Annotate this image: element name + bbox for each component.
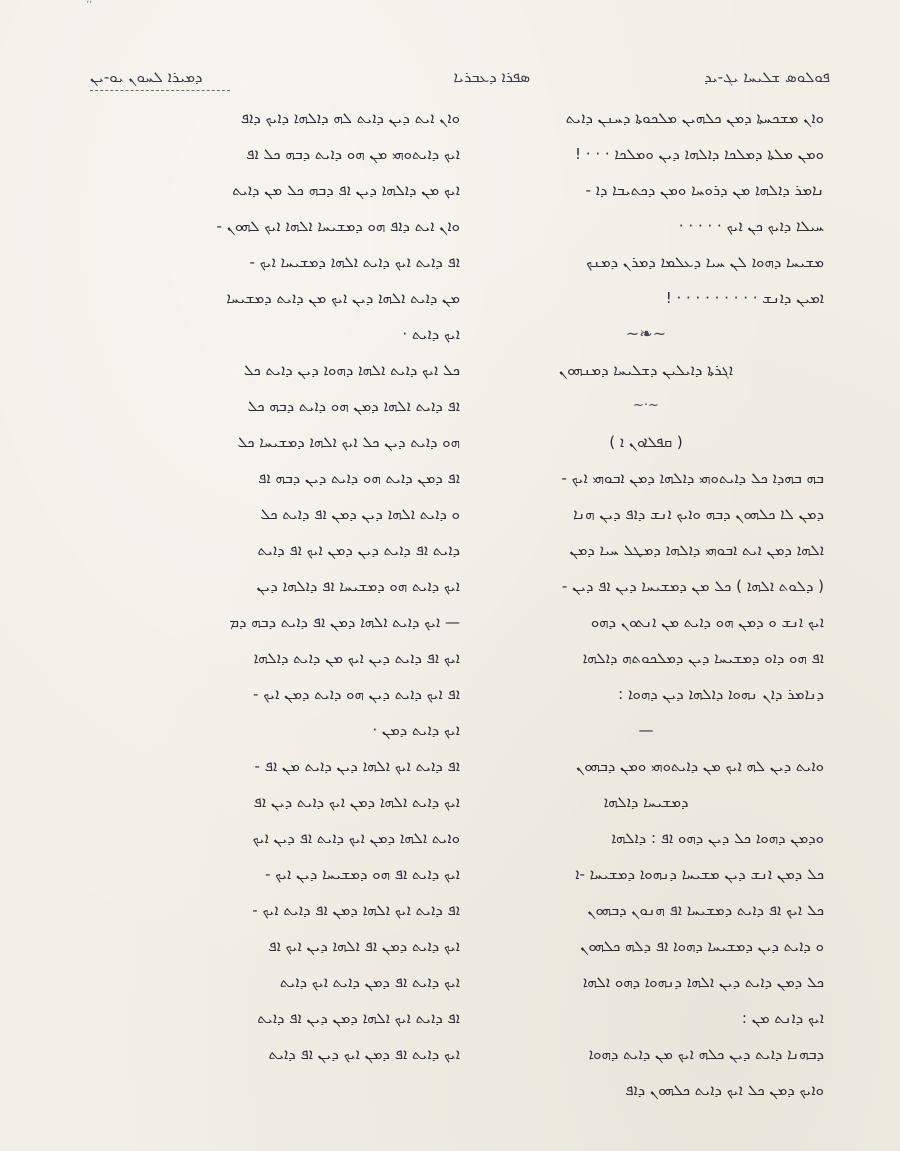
text-line: ܐܝܟ ܕܐܝܬ ܐܦ ܗܘ ܕܡܫܝܚܐ ܕܝܢ ܐܝܟ - xyxy=(264,865,460,883)
header-rule xyxy=(90,90,230,91)
text-line: ܐܦ ܕܐܝܬ ܐܝܟ ܐܠܗܐ ܕܡܢ ܕܝܢ ܐܦ ܕܐܝܬ xyxy=(257,1009,460,1027)
text-line: ܐܝܟ ܐܢܫ ܘ ܕܡܢ ܗܘ ܕܐܝܬ ܡܢ ܐܢܬܘܢ ܕܗܘ xyxy=(590,613,824,631)
text-line: ܘܐܝܬ ܕܝܢ ܠܗ ܐܝܟ ܡܢ ܕܐܝܬܘܗܝ ܘܡܢ ܕܒܗܘܢ xyxy=(576,757,824,775)
section-ornament: ~❧~ xyxy=(625,324,667,343)
running-header xyxy=(90,62,830,90)
text-line: ܕܡܢ ܠܐ ܟܠܗܘܢ ܕܒܗ ܘܐܝܟ ܐܢܫ ܕܐܦ ܕܝܢ ܗܢܐ xyxy=(573,505,824,523)
text-line: ܐܦ ܕܐܝܬ ܐܠܗܐ ܕܡܢ ܗܘ ܕܐܝܬ ܕܒܗ ܟܠ xyxy=(247,397,460,415)
text-line: ܐܝܟ ܕܐܝܬ ܕܡܢ · xyxy=(372,721,460,739)
text-line: ܐܦ ܕܐܝܬ ܐܝܟ ܐܠܗܐ ܕܝܢ ܕܐܝܬ ܡܢ ܐܦ - xyxy=(254,757,460,775)
text-line: ܐܦ ܗܘ ܕܐܘ ܕܡܫܝܚܐ ܕܝܢ ܕܡܠܟܘܬܗ ܕܐܠܗܐ xyxy=(582,649,824,667)
text-line: ( ܕܠܘܬ ܐܠܗܐ ) ܟܠ ܡܢ ܕܡܫܝܚܐ ܕܝܢ ܐܦ ܕܝܢ - xyxy=(561,577,824,595)
text-line: ܗܘ ܕܐܝܬ ܕܝܢ ܟܠ ܐܝܟ ܐܠܗܐ ܕܡܫܝܚܐ ܟܠ xyxy=(237,433,460,451)
text-line: ܘܕܡܢ ܕܗܘܐ ܟܠ ܕܝܢ ܕܗܘ ܐܦ : ܕܐܠܗܐ xyxy=(611,829,824,847)
text-line: ܘܐܢ ܐܝܬ ܕܐܦ ܗܘ ܕܡܫܝܚܐ ܐܠܗܐ ܐܝܟ ܠܗܘܢ - xyxy=(216,217,460,235)
right-column xyxy=(468,100,824,1108)
text-line: ܐܠܗܐ ܕܡܢ ܐܝܬ ܐܒܘܗܝ ܕܐܠܗܐ ܕܡܛܠ ܚܝܐ ܕܡܢ xyxy=(569,541,824,559)
text-line: ܟܠ ܐܝܟ ܐܦ ܕܐܝܬ ܕܡܫܝܚܐ ܐܦ ܗܢܘܢ ܕܒܗܘܢ xyxy=(587,901,824,919)
text-line: ܒܗ ܒܗܕܐ ܟܠ ܕܐܝܬܘܗܝ ܕܐܠܗܐ ܕܡܢ ܐܒܘܗܝ ܐܝܟ - xyxy=(561,469,824,487)
corner-mark: ٬٬ xyxy=(86,0,93,11)
text-line: ܐܝܟ ܕܐܝܬ ܕܡܢ ܐܦ ܐܠܗܐ ܕܝܢ ܐܝܟ ܐܦ xyxy=(268,937,460,955)
text-line: ܐܦ ܐܝܟ ܕܐܝܬ ܕܝܢ ܗܘ ܕܐܝܬ ܕܡܢ ܐܝܟ - xyxy=(253,685,460,703)
text-line: ܟܠ ܕܡܢ ܐܢܫ ܕܝܢ ܡܫܝܚܐ ܕܢܗܘܐ ܕܡܫܝܚܐ -ܐ xyxy=(575,865,824,883)
section-divider: — xyxy=(638,721,654,739)
text-line: ܘܐܝܬ ܐܠܗܐ ܕܡܢ ܐܝܟ ܕܐܝܬ ܐܦ ܕܝܢ ܐܝܟ xyxy=(252,829,460,847)
left-column xyxy=(96,100,460,1072)
text-line: ܕܡܫܝܚܐ ܕܐܠܗܐ xyxy=(603,793,689,811)
text-line: ܚܝܠܐ ܕܐܝܟ ܟܢ ܐܝܟ · · · · · xyxy=(678,217,824,235)
text-line: ܘܡܢ ܡܠܬܐ ܕܡܠܟܐ ܕܐܠܗܐ ܕܝܢ ܘܡܠܟܐ · · · ! xyxy=(575,145,824,163)
text-line: ܘܐܢ ܡܫܟܚܬܐ ܕܡܢ ܟܠܗܝܢ ܡܠܟܘܬܐ ܕܚܢܢ ܕܐܝܬ xyxy=(565,109,824,127)
text-line: ܡܢ ܕܐܝܬ ܐܠܗܐ ܕܝܢ ܐܝܟ ܡܢ ܕܐܝܬ ܕܡܫܝܚܐ xyxy=(226,289,460,307)
text-line: ܘܐܢ ܐܝܬ ܕܝܢ ܕܐܝܬ ܠܗ ܕܐܠܗܐ ܕܐܝܟ ܕܐܦ xyxy=(240,109,460,127)
text-line: ܟܠ ܕܡܢ ܕܐܝܬ ܕܝܢ ܐܠܗܐ ܕܢܗܘܐ ܕܗܘ ܐܠܗܐ xyxy=(582,973,824,991)
section-title: ܐܓܪܬܐ ܕܐܝܠܝܢ ܕܫܠܝܚܐ ܕܡܢܗܘܢ xyxy=(558,361,734,379)
text-line: ܕܢܐܡܪ ܕܐܢ ܢܗܘܐ ܕܐܠܗܐ ܕܝܢ ܕܗܘܐ : xyxy=(618,685,824,703)
text-line: ܡܫܝܚܐ ܕܗܘܐ ܠܢ ܚܝܐ ܕܥܠܡܐ ܕܡܪܢ ܕܡܢܟ xyxy=(586,253,824,271)
text-line: ܐܝܟ ܕܐܝܬ ܗܘ ܕܡܫܝܚܐ ܐܦ ܕܐܠܗܐ ܕܝܢ xyxy=(256,577,460,595)
text-line: ܐܝܟ ܕܐܝܬ · xyxy=(402,325,460,343)
text-line: ܐܦ ܕܐܝܬ ܐܝܟ ܐܠܗܐ ܕܡܢ ܐܦ ܕܐܝܬ ܐܝܟ - xyxy=(252,901,460,919)
section-subtitle: ( ܩܦܠܐܘܢ ܐ ) xyxy=(609,433,683,451)
text-line: ܐܝܟ ܕܐܝܬܘܗܝ ܡܢ ܗܘ ܕܐܝܬ ܕܒܗ ܟܠ ܐܦ xyxy=(246,145,460,163)
header-center: ܣܦܪܐ ܕܥܒܪܝܐ xyxy=(453,68,530,86)
text-line: ܐܝܟ ܕܐܢܬ ܡܢ : xyxy=(741,1009,824,1027)
text-line: ܐܝܟ ܡܢ ܕܐܠܗܐ ܕܝܢ ܐܦ ܕܒܗ ܟܠ ܡܢ ܕܐܝܬ xyxy=(232,181,460,199)
text-line: ܐܝܟ ܕܐܝܬ ܐܦ ܕܡܢ ܕܐܝܬ ܐܝܟ ܕܐܝܬ xyxy=(279,973,460,991)
text-line: — ܐܝܟ ܕܐܝܬ ܐܠܗܐ ܕܡܢ ܐܦ ܕܐܝܬ ܕܒܗ ܕܡ xyxy=(229,613,460,631)
text-line: ܐܝܟ ܕܐܝܬ ܐܦ ܕܡܢ ܐܝܟ ܕܝܢ ܐܦ ܕܐܝܬ xyxy=(268,1045,460,1063)
header-right: ܦܘܠܘܣ ܫܠܝܚܐ ܝܓ-ܝܕ xyxy=(704,68,830,86)
text-line: ܘ ܕܐܝܬ ܐܠܗܐ ܕܝܢ ܕܡܢ ܐܦ ܕܐܝܬ ܟܠ xyxy=(260,505,460,523)
text-line: ܕܐܝܬ ܐܦ ܕܐܝܬ ܕܝܢ ܕܡܢ ܐܝܟ ܐܦ ܕܐܝܬ xyxy=(257,541,460,559)
text-line: ܐܡܝܢ ܕܐܢܫ · · · · · · · · · ! xyxy=(665,289,824,307)
text-line: ܐܝܟ ܐܦ ܕܐܝܬ ܕܝܢ ܐܝܟ ܡܢ ܕܐܝܬ ܕܐܠܗܐ xyxy=(253,649,460,667)
text-line: ܘܐܝܟ ܕܡܢ ܟܠ ܐܝܟ ܕܐܝܬ ܟܠܗܘܢ ܕܐܦ xyxy=(625,1081,824,1099)
text-line: ܐܝܟ ܕܐܝܬ ܐܠܗܐ ܕܡܢ ܐܝܟ ܕܐܝܬ ܕܝܢ ܐܦ xyxy=(253,793,460,811)
text-line: ܘ ܕܐܝܬ ܕܝܢ ܕܡܫܝܚܐ ܕܗܘܐ ܐܦ ܕܠܗ ܟܠܗܘܢ xyxy=(580,937,824,955)
text-line: ܕܒܗܢܐ ܕܐܝܬ ܕܝܢ ܟܠܗ ܐܝܟ ܡܢ ܕܐܝܬ ܕܗܘܐ xyxy=(588,1045,824,1063)
title-mark: ~·~ xyxy=(633,398,659,413)
header-left: ܕܡܝܪܐ ܠܚܘܢ ܝܘ-ܝܢ xyxy=(90,68,203,86)
text-line: ܟܠ ܐܝܟ ܕܐܝܬ ܐܠܗܐ ܕܗܘܐ ܕܝܢ ܕܐܝܬ ܟܠ xyxy=(243,361,460,379)
text-line: ܐܦ ܕܐܝܬ ܐܝܟ ܕܐܝܬ ܐܠܗܐ ܕܡܫܝܚܐ ܐܝܟ - xyxy=(249,253,460,271)
text-line: ܢܐܡܪ ܕܐܠܗܐ ܡܢ ܕܪܘܚܐ ܘܡܢ ܕܟܬܝܒܐ ܕܐ - xyxy=(585,181,824,199)
text-line: ܐܦ ܕܡܢ ܕܐܝܬ ܗܘ ܕܐܝܬ ܕܝܢ ܕܒܗ ܐܦ xyxy=(258,469,460,487)
